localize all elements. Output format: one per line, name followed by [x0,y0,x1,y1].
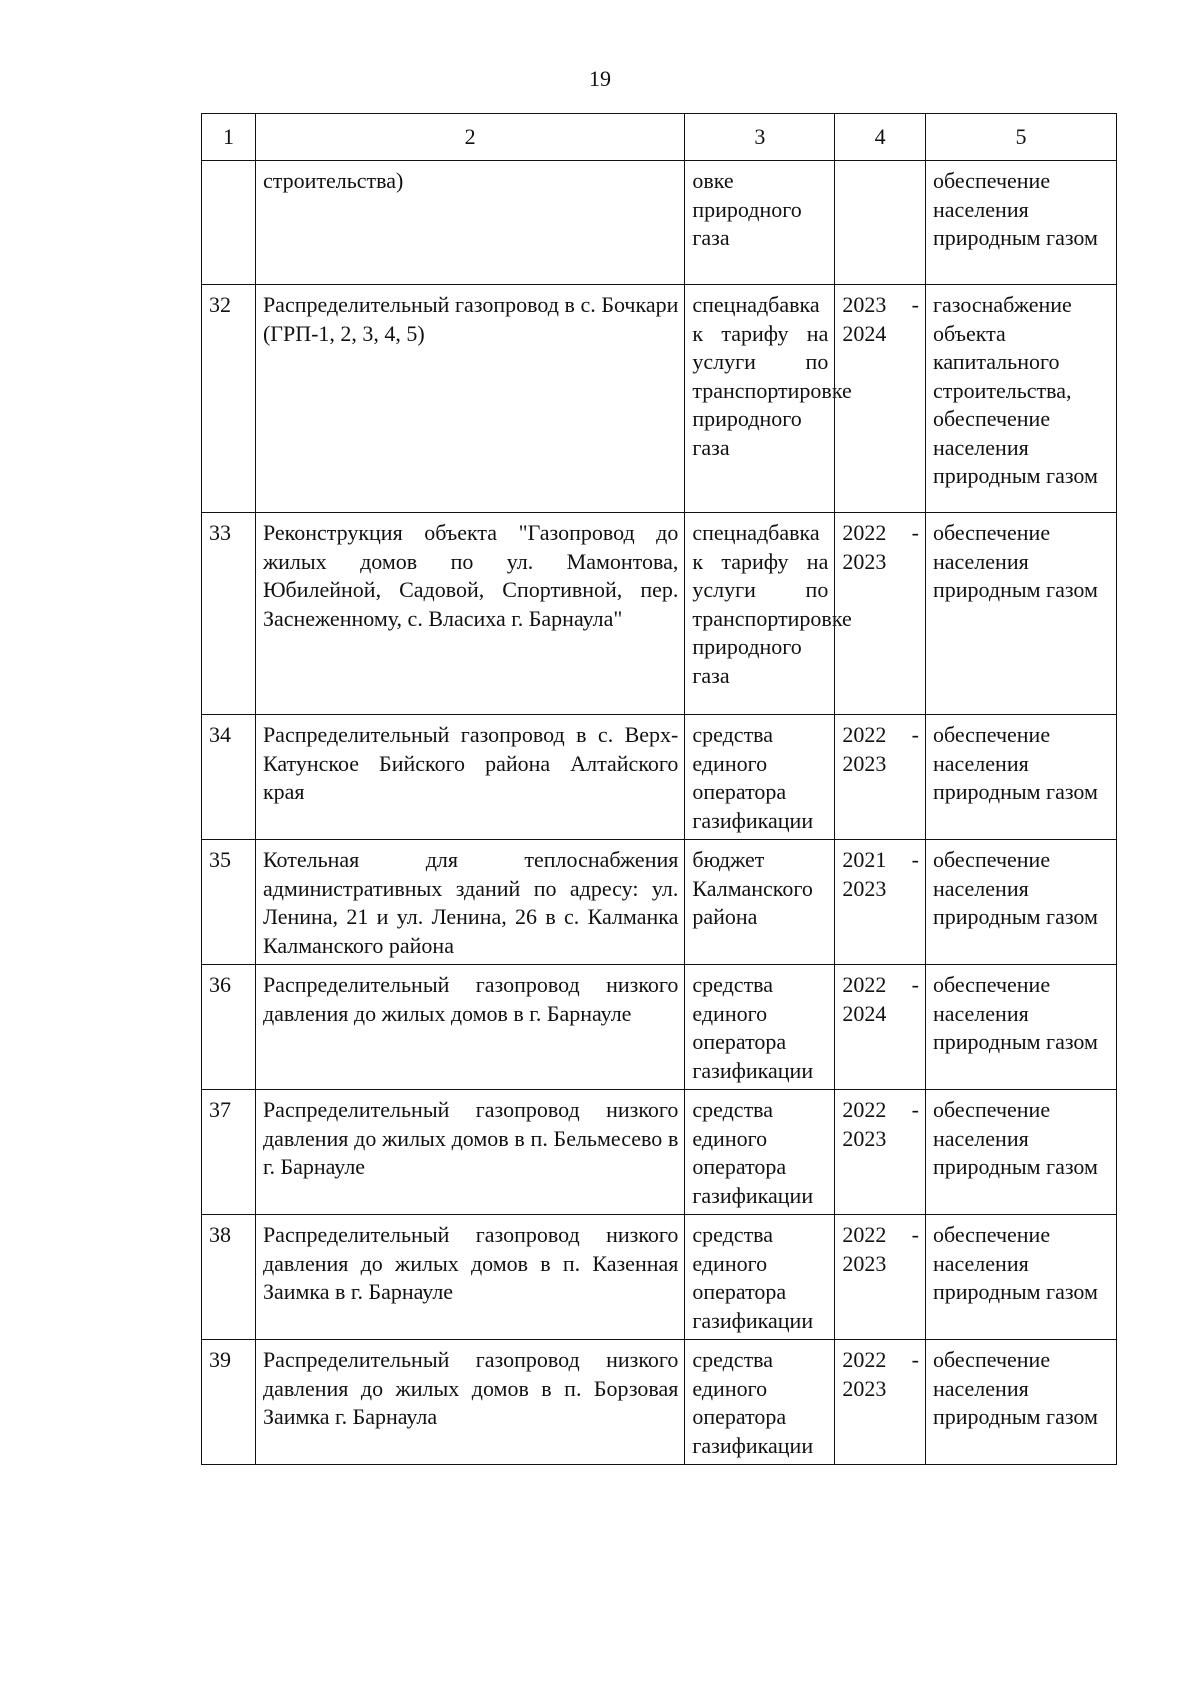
row-number-cell: 36 [202,965,256,1090]
column-header: 4 [835,114,926,161]
table-row [202,715,1117,840]
funding-source-cell: спецнадбавка к тарифу на услуги по транспортировке природного газа [685,513,835,715]
end-year: 2023 [842,1250,887,1276]
years-cell [835,161,926,285]
end-year: 2024 [842,320,887,346]
years-cell [835,965,926,1090]
purpose-cell: обеспечение населения природным газом [925,513,1116,715]
start-year: 2022 [842,972,887,997]
table-row [202,965,1117,1090]
years-cell [835,840,926,965]
start-year: 2022 [842,1347,887,1372]
purpose-cell: обеспечение населения природным газом [925,1215,1116,1340]
years-cell [835,513,926,715]
start-year: 2022 [842,1097,887,1122]
start-year: 2022 [842,722,887,747]
year-range-dash: - [911,520,919,545]
start-year: 2021 [842,847,887,872]
table-row [202,1340,1117,1465]
start-year: 2022 [842,520,887,545]
row-number-cell: 34 [202,715,256,840]
end-year: 2023 [842,548,887,574]
table-row [202,1090,1117,1215]
table-row [202,285,1117,513]
object-name-cell: Распределительный газопровод низкого давления до жилых домов в г. Барнауле [255,965,684,1090]
table-row [202,513,1117,715]
funding-source-cell: средства единого оператора газификации [685,1340,835,1465]
projects-table [201,113,1117,1465]
year-range-dash: - [911,722,919,747]
table-body [202,161,1117,1465]
funding-source-cell: средства единого оператора газификации [685,715,835,840]
years-cell [835,1215,926,1340]
end-year: 2023 [842,875,887,901]
row-number-cell: 37 [202,1090,256,1215]
end-year: 2023 [842,750,887,776]
column-header: 5 [925,114,1116,161]
object-name-cell: строительства) [255,161,684,285]
purpose-cell: обеспечение населения природным газом [925,1340,1116,1465]
purpose-cell: обеспечение населения природным газом [925,965,1116,1090]
object-name-cell: Распределительный газопровод низкого давления до жилых домов в п. Бельмесево в г. Барнауле [255,1090,684,1215]
year-range-dash: - [911,1222,919,1247]
table-row [202,161,1117,285]
funding-source-cell: средства единого оператора газификации [685,1215,835,1340]
row-number-cell: 39 [202,1340,256,1465]
purpose-cell: газоснабжение объекта капитального строительства, обеспечение населения природным газом [925,285,1116,513]
object-name-cell: Реконструкция объекта "Газопровод до жилых домов по ул. Мамонтова, Юбилейной, Садовой, Спортивной, пер. Заснеженному, с. Власиха г. Барнаула" [255,513,684,715]
year-range-dash: - [911,847,919,872]
funding-source-cell: овке природного газа [685,161,835,285]
funding-source-cell: средства единого оператора газификации [685,965,835,1090]
funding-source-cell: спецнадбавка к тарифу на услуги по транспортировке природного газа [685,285,835,513]
start-year: 2022 [842,1222,887,1247]
row-number-cell: 32 [202,285,256,513]
row-number-cell: 35 [202,840,256,965]
object-name-cell: Распределительный газопровод низкого давления до жилых домов в п. Казенная Заимка в г. Барнауле [255,1215,684,1340]
year-range-dash: - [911,292,919,317]
funding-source-cell: бюджет Калманского района [685,840,835,965]
funding-source-cell: средства единого оператора газификации [685,1090,835,1215]
row-number-cell: 38 [202,1215,256,1340]
years-cell [835,285,926,513]
years-cell [835,715,926,840]
column-header: 3 [685,114,835,161]
year-range-dash: - [911,972,919,997]
object-name-cell: Распределительный газопровод низкого давления до жилых домов в п. Борзовая Заимка г. Барнаула [255,1340,684,1465]
end-year: 2023 [842,1375,887,1401]
years-cell [835,1090,926,1215]
purpose-cell: обеспечение населения природным газом [925,715,1116,840]
years-cell [835,1340,926,1465]
end-year: 2024 [842,1000,887,1026]
purpose-cell: обеспечение населения природным газом [925,840,1116,965]
year-range-dash: - [911,1347,919,1372]
purpose-cell: обеспечение населения природным газом [925,1090,1116,1215]
start-year: 2023 [842,292,887,317]
end-year: 2023 [842,1125,887,1151]
object-name-cell: Распределительный газопровод в с. Бочкари (ГРП-1, 2, 3, 4, 5) [255,285,684,513]
purpose-cell: обеспечение населения природным газом [925,161,1116,285]
year-range-dash: - [911,1097,919,1122]
row-number-cell [202,161,256,285]
object-name-cell: Котельная для теплоснабжения административных зданий по адресу: ул. Ленина, 21 и ул. Ленина, 26 в с. Калманка Калманского района [255,840,684,965]
table-row [202,1215,1117,1340]
column-header: 2 [255,114,684,161]
page-number: 19 [589,66,611,91]
table-row [202,840,1117,965]
column-header: 1 [202,114,256,161]
table-header-row [202,114,1117,161]
row-number-cell: 33 [202,513,256,715]
object-name-cell: Распределительный газопровод в с. Верх-Катунское Бийского района Алтайского края [255,715,684,840]
